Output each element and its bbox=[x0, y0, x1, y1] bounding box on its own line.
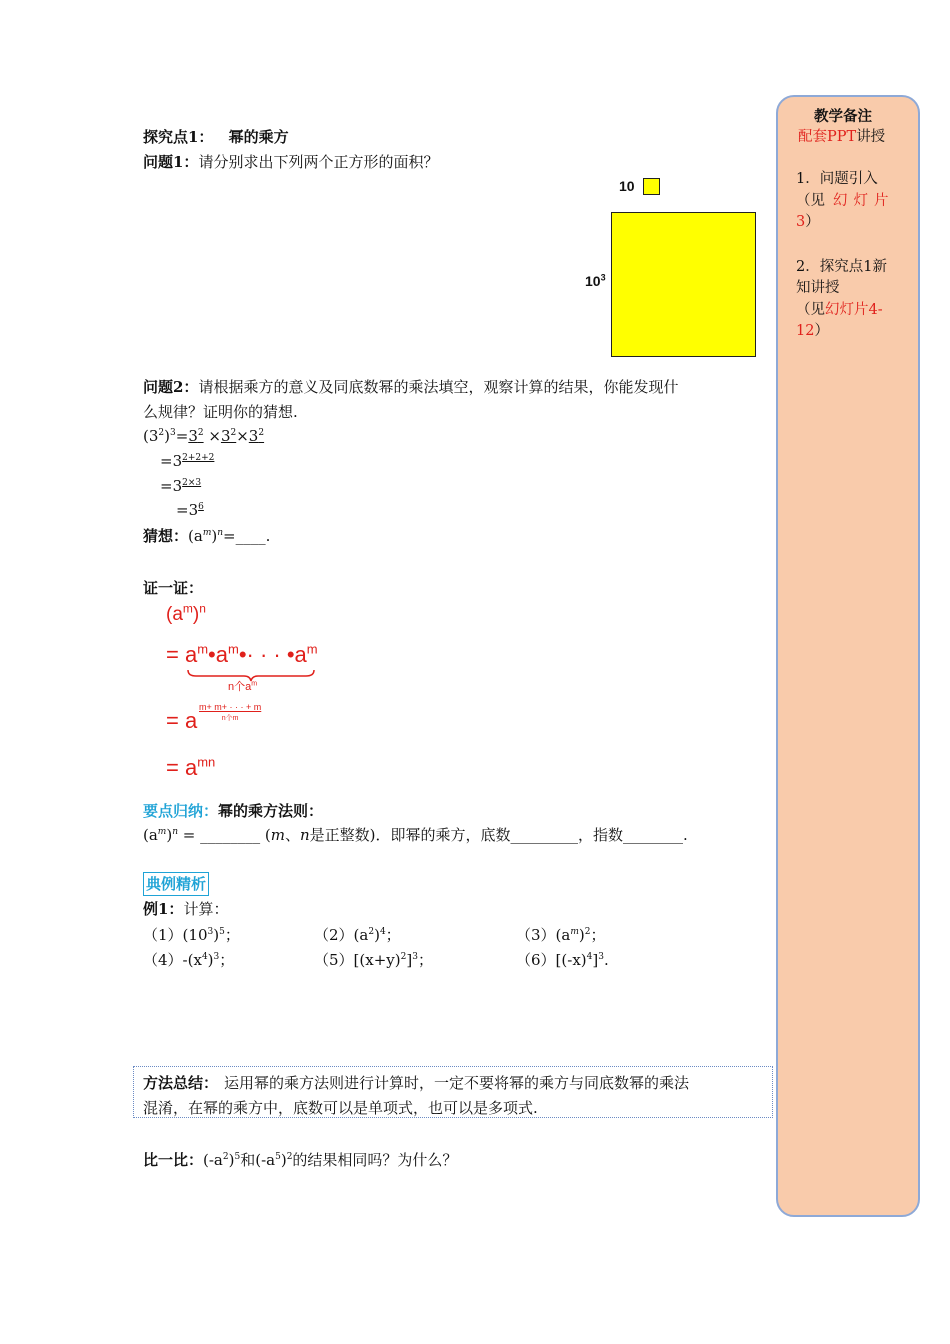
big-square bbox=[611, 212, 756, 357]
example-item-3: $(3)(a^m)^2$； bbox=[516, 926, 606, 944]
small-square bbox=[643, 178, 660, 195]
key-point-label: 要点归纳： bbox=[143, 802, 219, 820]
sidebar-item-2-line1: 2．探究点1新 bbox=[796, 259, 887, 275]
example-box-title: 典例精析 bbox=[143, 872, 209, 896]
sidebar-item-1-line3: 3） bbox=[796, 214, 820, 230]
key-point-title: 幂的乘方法则： bbox=[218, 802, 324, 820]
proof-line2: = $a^m•a^m•\cdot$ · · $•a^m$ bbox=[166, 641, 318, 667]
proof-line3-exponent: m+ m+ · · · + m n个m bbox=[199, 702, 262, 722]
q1-label: 问题1： bbox=[143, 153, 199, 171]
compare-label: 比一比： bbox=[143, 1151, 204, 1169]
key-point-formula: $(a^m)^n$ = ________ (m、n是正整数)．即幂的乘方，底数_________，指数________. bbox=[143, 826, 688, 844]
compare-line: 比一比：$(-a^2)^5$和$(-a^5)^2$的结果相同吗？为什么？ bbox=[143, 1151, 458, 1169]
example-item-2: $(2)(a^2)^4$； bbox=[314, 926, 401, 944]
teaching-notes-sidebar bbox=[776, 95, 920, 1217]
big-square-label: $10^3$ bbox=[585, 272, 606, 289]
prove-label: 证一证： bbox=[143, 579, 204, 597]
sidebar-item-2-line2: 知讲授 bbox=[796, 280, 840, 296]
question-2-line2: 么规律？证明你的猜想. bbox=[143, 403, 298, 421]
sidebar-item-1-line2: （见 幻灯片 bbox=[796, 193, 895, 209]
example-item-6: $(6)[(-x)^4]^3$. bbox=[516, 951, 609, 969]
section-label: 探究点1： bbox=[143, 128, 214, 146]
q2-calc-line1: $(3^2)^3=3^2 \times 3^2\times 3^2$ bbox=[143, 427, 265, 445]
q2-calc-line3: $=3^{2\times 3}$ bbox=[160, 477, 202, 495]
proof-line1: $(a^m)^n$ bbox=[166, 601, 206, 625]
example-1-heading: 例1：计算： bbox=[143, 900, 229, 918]
section-heading bbox=[143, 126, 289, 148]
sidebar-item-2-line3: （见幻灯片4- bbox=[796, 302, 883, 318]
example-1-label: 例1： bbox=[143, 900, 184, 918]
q2-calc-line4: $=3^6$ bbox=[176, 501, 204, 519]
method-line2: 混淆，在幂的乘方中，底数可以是单项式，也可以是多项式. bbox=[143, 1099, 538, 1117]
sidebar-item-1-line1: 1．问题引入 bbox=[796, 171, 878, 187]
q2-calc-line2: $=3^{2+2+2}$ bbox=[160, 452, 215, 470]
small-square-label: 10 bbox=[619, 178, 635, 194]
guess-label: 猜想： bbox=[143, 527, 189, 545]
method-line1: 方法总结： 运用幂的乘方法则进行计算时，一定不要将幂的乘方与同底数幂的乘法 bbox=[143, 1074, 690, 1092]
method-label: 方法总结： bbox=[143, 1074, 219, 1092]
question-1 bbox=[143, 151, 438, 173]
proof-line4: = $a^{mn}$ bbox=[166, 754, 216, 780]
sidebar-subtitle: 配套PPT讲授 bbox=[798, 129, 886, 145]
question-2-line1: 问题2：请根据乘方的意义及同底数幂的乘法填空，观察计算的结果，你能发现什 bbox=[143, 378, 679, 396]
q1-text: 请分别求出下列两个正方形的面积？ bbox=[198, 153, 439, 171]
guess-line: 猜想：$(a^m)^n=\_\_\_\_$. bbox=[143, 527, 271, 545]
sidebar-item-2-line4: 12） bbox=[796, 323, 829, 339]
sidebar-title: 教学备注 bbox=[814, 108, 872, 125]
proof-line3: = a bbox=[166, 708, 198, 733]
example-item-1: $(1)(10^3)^5$； bbox=[143, 926, 240, 944]
q2-label: 问题2： bbox=[143, 378, 199, 396]
example-item-4: $(4)-(x^4)^3$； bbox=[143, 951, 235, 969]
section-title: 幂的乘方 bbox=[228, 128, 289, 146]
proof-brace-label: n个$a^m$ bbox=[228, 680, 258, 693]
key-point-heading bbox=[143, 800, 323, 822]
example-item-5: $(5)[(x+y)^2]^3$； bbox=[314, 951, 433, 969]
